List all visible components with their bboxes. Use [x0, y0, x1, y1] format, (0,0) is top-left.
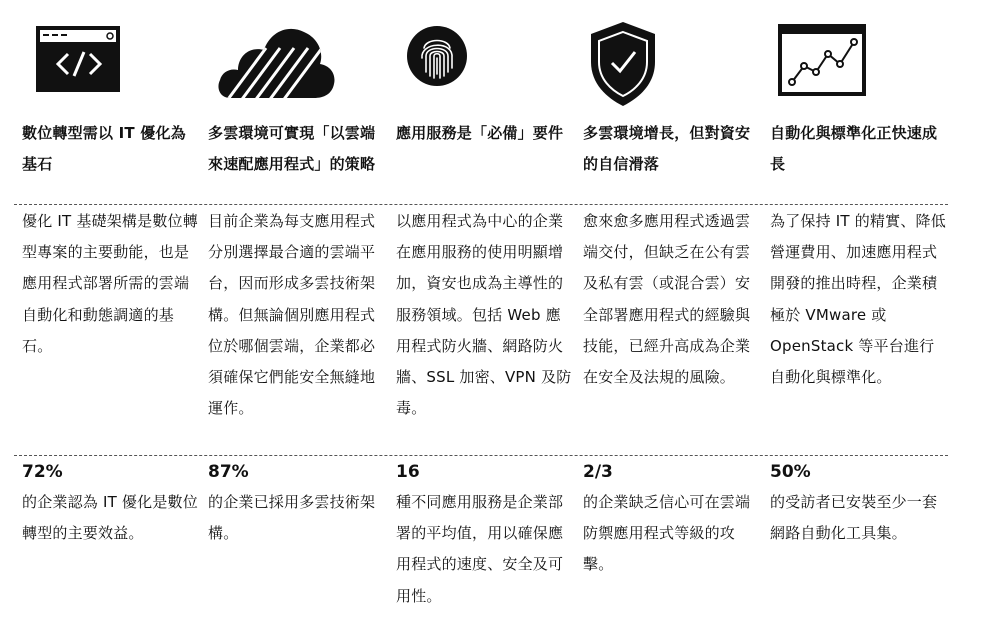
browser-code-icon	[32, 18, 142, 110]
line-chart-icon	[774, 18, 884, 110]
stat-value: 2/3	[583, 462, 613, 482]
shield-check-icon	[583, 18, 693, 110]
fingerprint-icon	[402, 18, 512, 110]
stat-value: 50%	[770, 462, 811, 482]
stat-value: 72%	[22, 462, 63, 482]
column-description: 優化 IT 基礎架構是數位轉型專案的主要動能，也是應用程式部署所需的雲端自動化和動態調適的基石。	[22, 212, 198, 355]
column-title: 數位轉型需以 IT 優化為基石	[22, 124, 186, 173]
column-title: 自動化與標準化正快速成長	[770, 124, 938, 173]
column-title: 多雲環境可實現「以雲端來速配應用程式」的策略	[208, 124, 376, 173]
stat-description: 的企業認為 IT 優化是數位轉型的主要效益。	[22, 493, 198, 543]
stat-description: 的企業缺乏信心可在雲端防禦應用程式等級的攻擊。	[583, 493, 751, 574]
divider-top	[14, 204, 948, 205]
column-title: 多雲環境增長，但對資安的自信滑落	[583, 124, 751, 173]
column-title: 應用服務是「必備」要件	[396, 124, 564, 142]
column-description: 為了保持 IT 的精實、降低營運費用、加速應用程式開發的推出時程，企業積極於 VMware 或 OpenStack 等平台進行自動化與標準化。	[770, 212, 946, 387]
stat-description: 的受訪者已安裝至少一套網路自動化工具集。	[770, 493, 938, 543]
stat-description: 的企業已採用多雲技術架構。	[208, 493, 376, 543]
stat-value: 16	[396, 462, 420, 482]
stat-value: 87%	[208, 462, 249, 482]
divider-bottom	[14, 455, 948, 456]
column-description: 以應用程式為中心的企業在應用服務的使用明顯增加，資安也成為主導性的服務領域。包括 Web 應用程式防火牆、網路防火牆、SSL 加密、VPN 及防毒。	[396, 212, 572, 418]
column-description: 愈來愈多應用程式透過雲端交付，但缺乏在公有雲及私有雲（或混合雲）安全部署應用程式的經驗與技能，已經升高成為企業在安全及法規的風險。	[583, 212, 751, 387]
cloud-icon	[216, 18, 326, 110]
stat-description: 種不同應用服務是企業部署的平均值，用以確保應用程式的速度、安全及可用性。	[396, 493, 564, 605]
column-description: 目前企業為每支應用程式分別選擇最合適的雲端平台，因而形成多雲技術架構。但無論個別應用程式位於哪個雲端，企業都必須確保它們能安全無縫地運作。	[208, 212, 376, 418]
